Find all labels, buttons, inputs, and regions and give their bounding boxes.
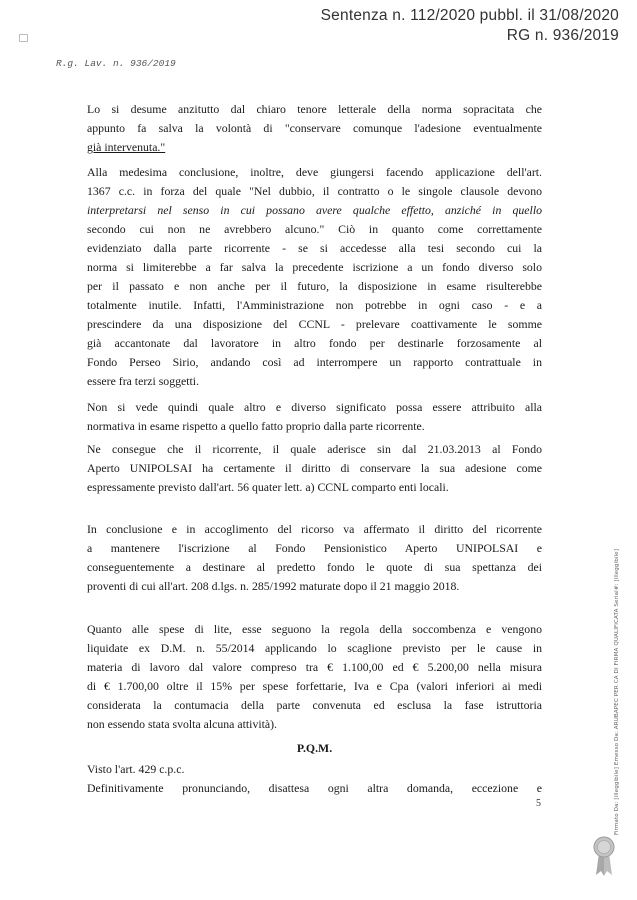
text-line: Definitivamente pronunciando, disattesa ogni altra domanda, eccezione e	[87, 781, 542, 795]
margin-mark	[19, 34, 28, 42]
text-line: essere fra terzi soggetti.	[87, 374, 200, 388]
text-line: norma si limiterebbe a far salva la precedente iscrizione a un fondo diverso solo	[87, 260, 542, 274]
text-line: normativa in esame rispetto a quello fatto proprio dalla parte ricorrente.	[87, 419, 425, 433]
text-line: Lo si desume anzitutto dal chiaro tenore letterale della norma sopracitata che	[87, 102, 542, 116]
text-line: non essendo stata svolta alcuna attività).	[87, 717, 278, 731]
text-line: Non si vede quindi quale altro e diverso significato possa essere attribuito alla	[87, 400, 542, 414]
digital-signature-note	[602, 365, 620, 835]
text-line: Quanto alle spese di lite, esse seguono la regola della soccombenza e vengono	[87, 622, 542, 636]
page-number: 5	[536, 798, 541, 809]
text-line: Fondo Perseo Sirio, andando così ad interrompere un rapporto contrattuale in	[87, 355, 542, 369]
paragraph-3	[87, 398, 542, 436]
text-line: In conclusione e in accoglimento del ricorso va affermato il diritto del ricorrente	[87, 522, 542, 536]
text-line: espressamente previsto dall'art. 56 quater lett. a) CCNL comparto enti locali.	[87, 480, 449, 494]
pqm-heading: P.Q.M.	[296, 741, 333, 755]
text-line: prescindere da una disposizione del CCNL - prelevare coattivamente le somme	[87, 317, 542, 331]
text-line: conseguentemente a destinare al predetto fondo le quote di sua spettanza dei	[87, 560, 542, 574]
text-line: appunto fa salva la volontà di "conservare comunque l'adesione eventualmente	[87, 121, 542, 135]
case-reference: R.g. Lav. n. 936/2019	[56, 58, 176, 69]
text-line: Alla medesima conclusione, inoltre, deve giungersi facendo applicazione dell'art.	[87, 165, 542, 179]
text-line: considerata la contumacia della parte convenuta ed esclusa la fase istruttoria	[87, 698, 542, 712]
text-line: liquidate ex D.M. n. 55/2014 applicando lo scaglione previsto per le cause in	[87, 641, 542, 655]
text-line: 1367 c.c. in forza del quale "Nel dubbio, il contratto o le singole clausole devono	[87, 184, 542, 198]
text-line: per il passato e non anche per il futuro, la disposizione in esame risulterebbe	[87, 279, 542, 293]
rg-stamp: RG n. 936/2019	[506, 27, 619, 44]
text-line: Visto l'art. 429 c.p.c.	[87, 762, 185, 776]
paragraph-5	[87, 520, 542, 596]
text-line: già intervenuta."	[87, 140, 166, 154]
text-line: secondo cui non ne avrebbero alcuno." Ciò in quanto come correttamente	[87, 222, 542, 236]
sentenza-stamp: Sentenza n. 112/2020 pubbl. il 31/08/2020	[320, 7, 619, 24]
text-line: interpretarsi nel senso in cui possano avere qualche effetto, anziché in quello	[87, 203, 542, 217]
text-line: proventi di cui all'art. 208 d.lgs. n. 285/1992 maturate dopo il 21 maggio 2018.	[87, 579, 460, 593]
text-line: già accantonate dal lavoratore in altro fondo per destinarle forzosamente al	[87, 336, 542, 350]
signature-text: Firmato Da: [illeggibile] Emesso Da: ARUBAPEC PER CA DI FIRMA QUALIFICATA Serial#: [illeggibile]	[614, 549, 620, 835]
paragraph-1	[87, 100, 542, 157]
text-line: materia di lavoro dal valore compreso tra € 1.100,00 ed € 5.200,00 nella misura	[87, 660, 542, 674]
paragraph-6	[87, 620, 542, 734]
seal-ribbon-icon	[591, 835, 617, 877]
text-line: totalmente inutile. Infatti, l'Amministrazione non potrebbe in ogni caso - e a	[87, 298, 542, 312]
text-line: di € 1.700,00 oltre il 15% per spese forfettarie, Iva e Cpa (valori inferiori ai medi	[87, 679, 542, 693]
text-line: Ne consegue che il ricorrente, il quale aderisce sin dal 21.03.2013 al Fondo	[87, 442, 542, 456]
paragraph-4	[87, 440, 542, 497]
text-line: Aperto UNIPOLSAI ha certamente il diritto di conservare la sua adesione come	[87, 461, 542, 475]
paragraph-2	[87, 163, 542, 391]
text-line: a mantenere l'iscrizione al Fondo Pensionistico Aperto UNIPOLSAI e	[87, 541, 542, 555]
paragraph-7	[87, 760, 542, 798]
text-line: evidenziato dalla parte ricorrente - se si accedesse alla tesi secondo cui la	[87, 241, 542, 255]
